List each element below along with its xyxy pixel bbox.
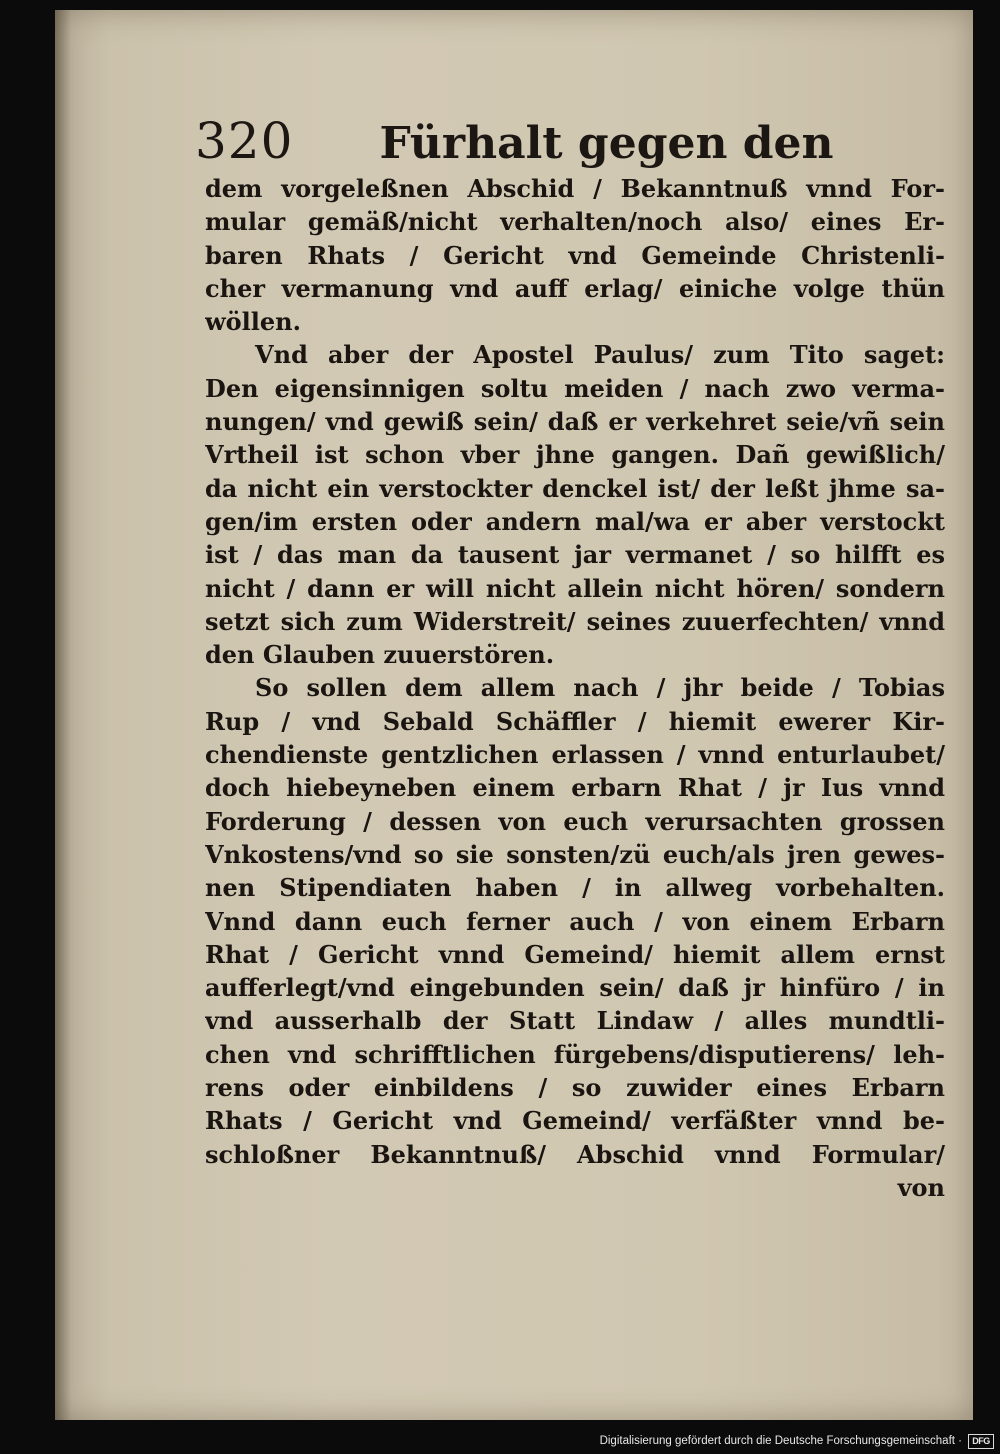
footer-bar	[0, 1428, 1000, 1454]
text-line: dem vorgeleßnen Abschid / Bekanntnuß vnnd For-	[205, 174, 945, 203]
funding-notice: Digitalisierung gefördert durch die Deutsche Forschungsgemeinschaft ·	[599, 1435, 962, 1447]
text-line: So sollen dem allem nach / jhr beide / Tobias	[255, 673, 945, 703]
text-line: wöllen.	[205, 307, 301, 337]
text-line: ist / das man da tausent jar vermanet / so hilfft es	[205, 540, 945, 570]
text-line: rens oder einbildens / so zuwider eines Erbarn	[205, 1073, 945, 1103]
text-line: cher vermanung vnd auff erlag/ einiche volge thün	[205, 273, 945, 303]
text-line: Vnnd dann euch ferner auch / von einem Erbarn	[205, 906, 945, 936]
text-line: setzt sich zum Widerstreit/ seines zuuerfechten/ vnnd	[205, 606, 945, 636]
text-line: gen/im ersten oder andern mal/wa er aber verstockt	[205, 506, 945, 536]
running-head: Fürhalt gegen den	[379, 118, 834, 169]
text-line: chen vnd schrifftlichen fürgebens/disputierens/ leh-	[205, 1039, 945, 1069]
text-line: chendienste gentzlichen erlassen / vnnd enturlaubet/	[205, 740, 945, 770]
text-line: doch hiebeyneben einem erbarn Rhat / jr Ius vnnd	[205, 773, 945, 803]
text-line: Vrtheil ist schon vber jhne gangen. Dañ gewißlich/	[205, 440, 945, 470]
page-number: 320	[195, 112, 294, 170]
dfg-logo-icon: DFG	[968, 1434, 994, 1449]
text-line: da nicht ein verstockter denckel ist/ der leßt jhme sa-	[205, 473, 945, 503]
text-line: Vnd aber der Apostel Paulus/ zum Tito saget:	[255, 340, 945, 370]
text-line: Forderung / dessen von euch verursachten grossen	[205, 806, 945, 836]
body-text	[205, 172, 945, 1204]
text-line: nicht / dann er will nicht allein nicht hören/ sondern	[205, 573, 945, 603]
text-line: vnd ausserhalb der Statt Lindaw / alles mundtli-	[205, 1006, 945, 1036]
text-line: Vnkostens/vnd so sie sonsten/zü euch/als jren gewes-	[205, 839, 945, 869]
page-header	[195, 100, 895, 170]
text-line: Rhat / Gericht vnnd Gemeind/ hiemit allem ernst	[205, 939, 945, 969]
text-line: nungen/ vnd gewiß sein/ daß er verkehret seie/vñ sein	[205, 407, 945, 437]
text-line: baren Rhats / Gericht vnd Gemeinde Christenli-	[205, 240, 945, 270]
text-line: nen Stipendiaten haben / in allweg vorbehalten.	[205, 873, 945, 903]
text-line: mular gemäß/nicht verhalten/noch also/ eines Er-	[205, 207, 945, 237]
text-line: Rhats / Gericht vnd Gemeind/ verfäßter vnnd be-	[205, 1106, 945, 1136]
text-line: aufferlegt/vnd eingebunden sein/ daß jr hinfüro / in	[205, 973, 945, 1003]
catchword: von	[897, 1172, 945, 1202]
text-line: schloßner Bekanntnuß/ Abschid vnnd Formular/	[205, 1139, 945, 1169]
text-line: den Glauben zuuerstören.	[205, 640, 555, 670]
text-line: Rup / vnd Sebald Schäffler / hiemit ewerer Kir-	[205, 706, 945, 736]
text-line: Den eigensinnigen soltu meiden / nach zwo verma-	[205, 373, 945, 403]
